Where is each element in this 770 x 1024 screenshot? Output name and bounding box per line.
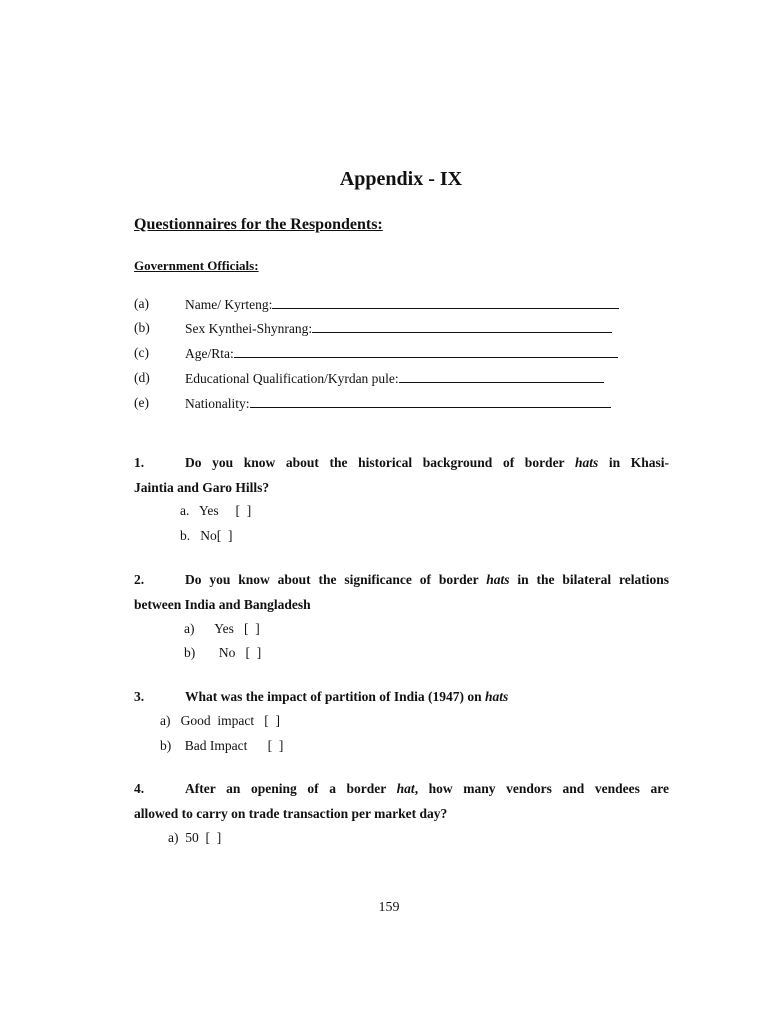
question-2-number: 2. [134, 572, 145, 587]
field-label-b: (b) [134, 320, 150, 335]
question-1-option-no[interactable]: b. No[ ] [180, 528, 233, 543]
question-1-number: 1. [134, 455, 145, 470]
question-3-line1: What was the impact of partition of India (1947) on hats [185, 689, 509, 704]
nationality-blank[interactable] [250, 395, 611, 408]
question-3-option-bad[interactable]: b) Bad Impact [ ] [160, 738, 284, 753]
field-nationality: Nationality: [185, 395, 611, 412]
section-heading: Questionnaires for the Respondents: [134, 216, 383, 233]
question-2-line1: Do you know about the significance of border hats in the bilateral relations [185, 572, 669, 587]
field-label-c: (c) [134, 345, 149, 360]
question-4-line1: After an opening of a border hat, how many vendors and vendees are [185, 781, 669, 796]
question-3-number: 3. [134, 689, 145, 704]
question-4-option-50[interactable]: a) 50 [ ] [168, 830, 222, 845]
field-sex: Sex Kynthei-Shynrang: [185, 320, 612, 337]
name-blank[interactable] [272, 296, 619, 309]
question-4-line2: allowed to carry on trade transaction per market day? [134, 806, 448, 821]
question-1-line2: Jaintia and Garo Hills? [134, 480, 270, 495]
question-3-option-good[interactable]: a) Good impact [ ] [160, 713, 280, 728]
field-name: Name/ Kyrteng: [185, 296, 619, 313]
question-2-line2: between India and Bangladesh [134, 597, 311, 612]
page-title: Appendix - IX [339, 168, 463, 190]
field-label-e: (e) [134, 395, 149, 410]
question-1-line1: Do you know about the historical background of border hats in Khasi- [185, 455, 669, 470]
question-1-option-yes[interactable]: a. Yes [ ] [180, 503, 252, 518]
question-4-number: 4. [134, 781, 145, 796]
sex-blank[interactable] [312, 320, 612, 333]
subsection-heading: Government Officials: [134, 258, 259, 273]
field-age: Age/Rta: [185, 345, 618, 362]
field-label-a: (a) [134, 296, 149, 311]
question-2-option-no[interactable]: b) No [ ] [184, 645, 262, 660]
education-blank[interactable] [399, 370, 604, 383]
question-2-option-yes[interactable]: a) Yes [ ] [184, 621, 260, 636]
field-education: Educational Qualification/Kyrdan pule: [185, 370, 604, 387]
page-number: 159 [378, 900, 400, 915]
age-blank[interactable] [234, 345, 618, 358]
field-label-d: (d) [134, 370, 150, 385]
